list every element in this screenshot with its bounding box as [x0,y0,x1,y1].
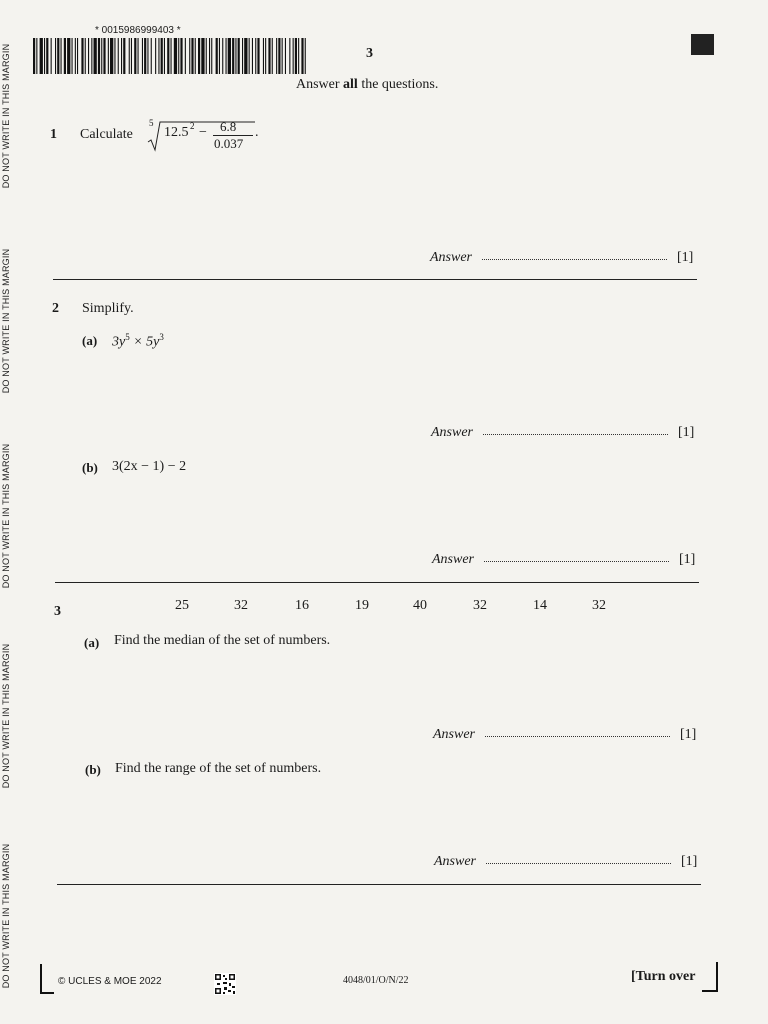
turn-over: [Turn over [631,969,696,984]
instruction: Answer all the questions. [296,77,439,92]
divider [57,884,701,885]
answer-line-q2a: Answer [1] [431,425,695,440]
margin-warning: DO NOT WRITE IN THIS MARGIN [1,248,11,394]
question-2a-expression: $3y^5 \times 5y^3$ [112,332,164,350]
paper-code: 4048/01/O/N/22 [343,975,409,986]
divider [53,279,697,280]
page-number: 3 [366,46,373,61]
question-3-number: 3 [54,604,61,619]
copyright: © UCLES & MOE 2022 [58,976,162,987]
margin-warning: DO NOT WRITE IN THIS MARGIN [1,443,11,589]
answer-field[interactable] [482,255,667,260]
barcode-number: * 0015986999403 * [95,25,181,36]
margin-warning: DO NOT WRITE IN THIS MARGIN [1,43,11,189]
data-number: 25 [175,598,189,613]
data-number: 19 [355,598,369,613]
corner-bracket-left [40,992,54,994]
data-number: 32 [592,598,606,613]
margin-warning: DO NOT WRITE IN THIS MARGIN [1,843,11,989]
qr-code-icon [214,973,236,995]
answer-field[interactable] [485,732,670,737]
question-2-text: Simplify. [82,301,134,316]
data-number: 40 [413,598,427,613]
question-2b-label: (b) [82,460,98,475]
margin-warning: DO NOT WRITE IN THIS MARGIN [1,643,11,789]
corner-bracket-left [40,964,42,994]
corner-marker [691,34,714,55]
data-number: 16 [295,598,309,613]
question-2-number: 2 [52,301,59,316]
question-3b-text: Find the range of the set of numbers. [115,761,322,776]
question-3a-text: Find the median of the set of numbers. [114,633,331,648]
answer-field[interactable] [486,859,671,864]
question-2b-expression: 3(2x − 1) − 2 [112,459,187,474]
question-3a-label: (a) [84,635,100,650]
question-1-number: 1 [50,127,57,142]
answer-line-q2b: Answer [1] [432,552,696,567]
answer-line-q3b: Answer [1] [434,854,698,869]
answer-line-q1: Answer [1] [430,250,694,265]
answer-field[interactable] [483,430,668,435]
question-3b-label: (b) [85,762,101,777]
divider [55,582,699,583]
question-2a-label: (a) [82,333,98,348]
corner-bracket-right [716,962,718,992]
data-number: 14 [533,598,547,613]
data-number: 32 [473,598,487,613]
question-1-expression: 5 12.5 2 − 6.8 0.037 . [149,118,259,151]
answer-field[interactable] [484,557,669,562]
barcode [33,38,308,74]
corner-bracket-right [702,990,718,992]
answer-line-q3a: Answer [1] [433,727,697,742]
data-number: 32 [234,598,248,613]
question-1-text: Calculate [80,127,133,142]
